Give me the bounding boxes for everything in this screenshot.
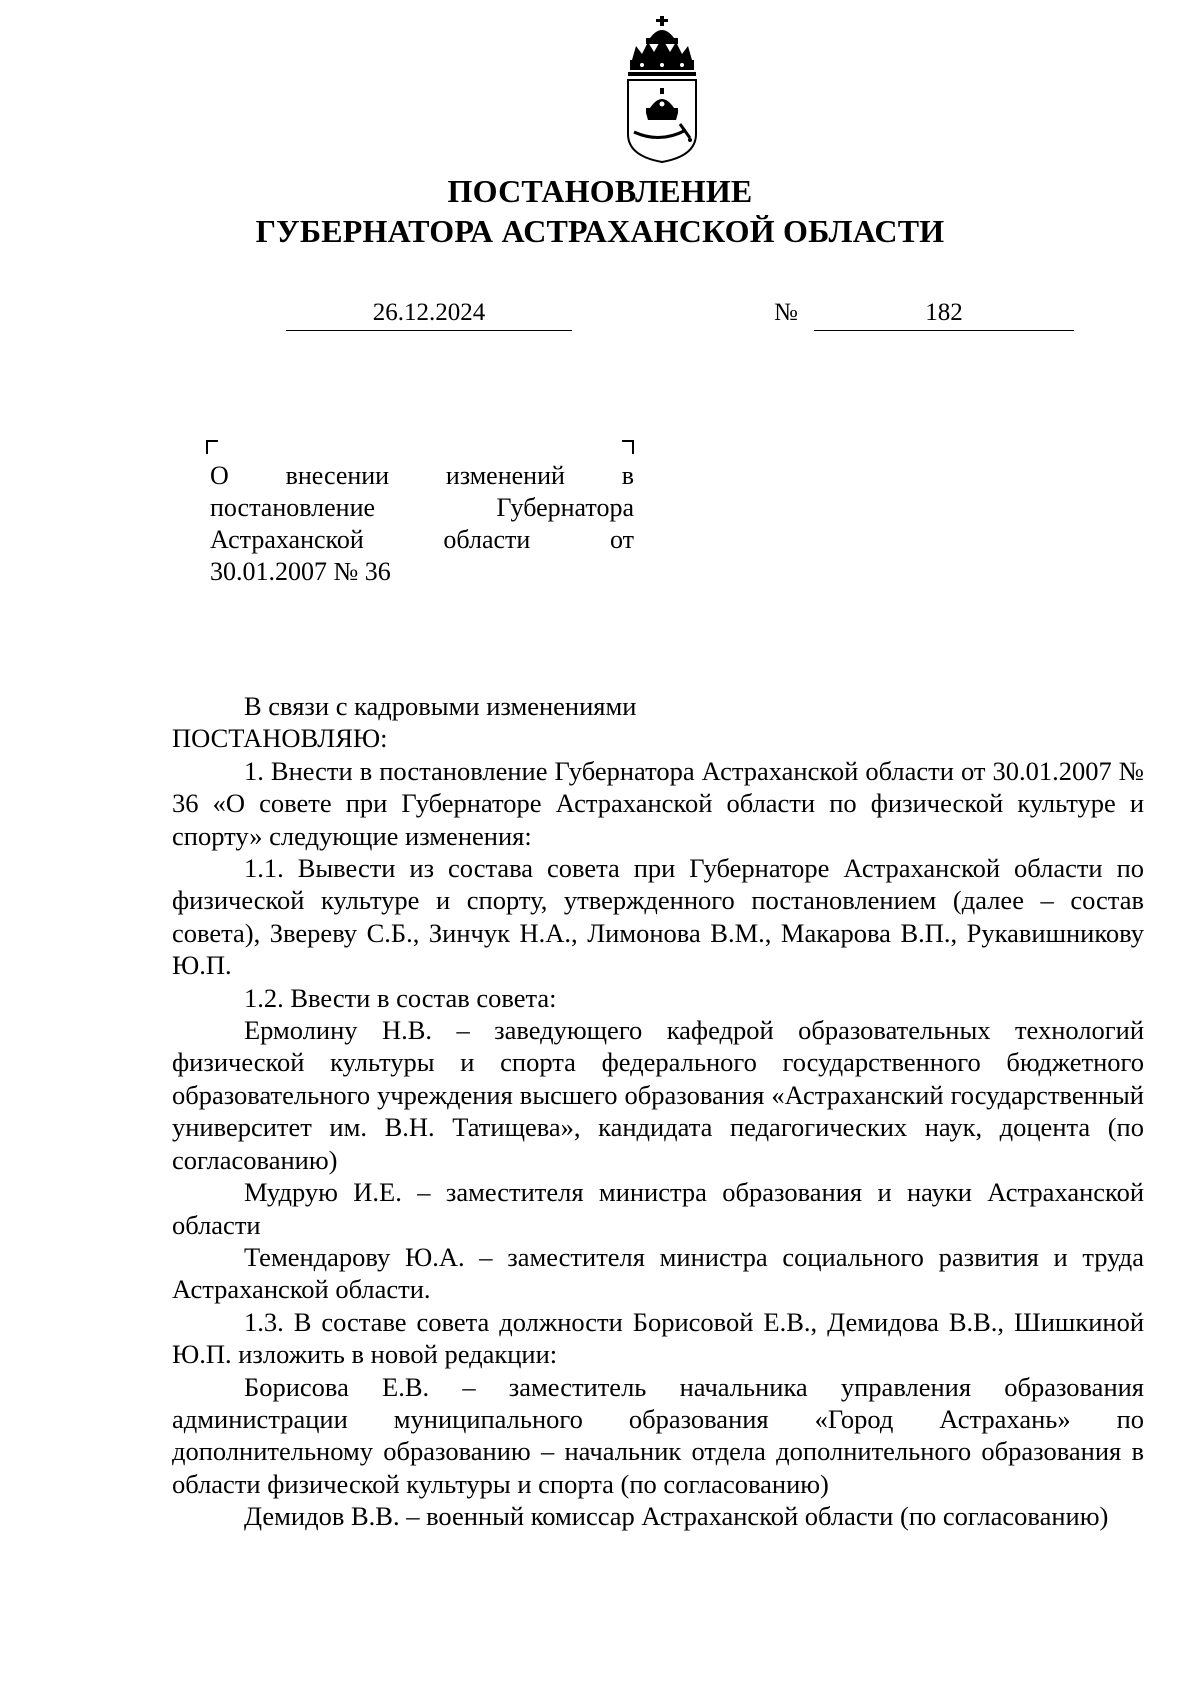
body-paragraph-decree: ПОСТАНОВЛЯЮ: xyxy=(172,723,388,754)
subject-corner-right xyxy=(622,440,634,454)
subject-line: постановление Губернатора xyxy=(210,493,634,522)
body-paragraph: 1.3. В составе совета должности Борисовой Е.В., Демидова В.В., Шишкиной Ю.П. изложить в новой редакции: xyxy=(172,1306,1144,1370)
document-title-line2: ГУБЕРНАТОРА АСТРАХАНСКОЙ ОБЛАСТИ xyxy=(255,213,945,249)
subject-line: О внесении изменений в xyxy=(210,461,634,490)
body-paragraph: Демидов В.В. – военный комиссар Астраханской области (по согласованию) xyxy=(244,1501,1109,1532)
body-paragraph: Мудрую И.Е. – заместителя министра образования и науки Астраханской области xyxy=(172,1177,1144,1240)
subject-corner-left xyxy=(206,440,218,454)
subject-line: 30.01.2007 № 36 xyxy=(210,557,391,586)
body-paragraph: 1. Внести в постановление Губернатора Астраханской области от 30.01.2007 № 36 «О совете при Губернаторе Астраханской области по физической культуре и спорту» следующие изменения: xyxy=(172,755,1144,851)
body-paragraph: В связи с кадровыми изменениями xyxy=(244,691,637,721)
body-paragraph: 1.1. Вывести из состава совета при Губернаторе Астраханской области по физической культуре и спорту, утвержденного постановлением (далее – состав совета), Звереву С.Б., Зинчук Н.А., Лимонова В.М., Макарова В.П., Рукавишникову Ю.П. xyxy=(172,853,1144,981)
body-paragraph: Ермолину Н.В. – заведующего кафедрой образовательных технологий физической культуры и спорта федерального государственного бюджетного образовательного учреждения высшего образования «Астраханский государственный университет им. В.Н. Татищева», кандидата педагогических наук, доцента (по согласованию) xyxy=(172,1015,1144,1175)
document-number: 182 xyxy=(814,298,1074,331)
document-subject xyxy=(210,460,634,588)
body-paragraph: 1.2. Ввести в состав совета: xyxy=(244,982,557,1013)
body-paragraph: Борисова Е.В. – заместитель начальника управления образования администрации муниципального образования «Город Астрахань» по дополнительному образованию – начальник отдела дополнительного образования в области физической культуры и спорта (по согласованию) xyxy=(172,1371,1144,1499)
body-paragraph: Темендарову Ю.А. – заместителя министра социального развития и труда Астраханской области. xyxy=(172,1241,1144,1305)
document-title-line1: ПОСТАНОВЛЕНИЕ xyxy=(447,173,753,209)
document-date: 26.12.2024 xyxy=(286,298,572,331)
subject-line: Астраханской области от xyxy=(210,525,634,554)
document-body xyxy=(172,690,1144,1533)
astrakhan-coat-of-arms-icon xyxy=(620,16,704,164)
number-sign: № xyxy=(774,299,798,326)
